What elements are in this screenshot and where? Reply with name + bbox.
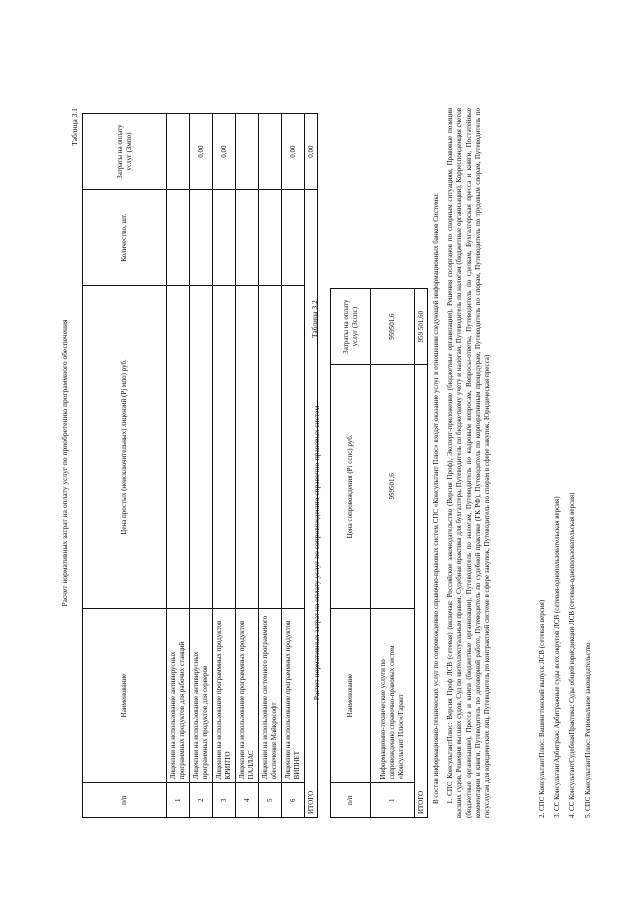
table-row (213, 114, 236, 818)
row-price (236, 286, 259, 608)
list-item: 2. СПС КонсультантПлюс: Вашингтонский выпуск ЛСВ (сетевая версия) (538, 599, 546, 818)
total-label: ИТОГО (415, 365, 428, 818)
row-name: Информационно-технические услуги по сопровождению справочно-правовых систем «Консультант Плюс»/Гарант (371, 608, 415, 783)
t1-header-cost: Затраты на оплату услуг (Змпо) (83, 114, 167, 190)
row-number: 2 (190, 783, 213, 818)
row-name: Лицензии на использование антивирусных программных продуктов для рабочих станций (167, 608, 190, 783)
row-price (259, 286, 282, 608)
total-value: 959 501,60 (415, 289, 428, 365)
row-name: Лицензии на использование системного программного обеспечения Майкрософт (259, 608, 282, 783)
row-qty (167, 190, 190, 286)
row-qty (282, 190, 305, 286)
description-text (432, 108, 497, 818)
row-name: Лицензии на использование антивирусных программных продуктов для серверов (190, 608, 213, 783)
row-cost: 0,00 (213, 114, 236, 190)
total-label: ИТОГО (305, 190, 318, 818)
bank-list (538, 108, 599, 818)
table-row (371, 289, 415, 818)
intro-paragraph: В состав информационно-технических услуг по сопровождению справочно-правовых систем СПС «Консультант Плюс» входят оказание услуг в отношении следующей информационных банков Системы: (432, 193, 440, 804)
t2-header-price: Цена сопровождения (Pi сспс) руб. (331, 365, 371, 608)
table-row (236, 114, 259, 818)
list-item: 4. СС КонсультантСудебнаяПрактика: Суды общей юрисдикции ЛСВ (сетевая-однопользовательская версия) (568, 492, 577, 818)
table-row (282, 114, 305, 818)
row-cost (259, 114, 282, 190)
list-item: 5. СПС КонсультантПлюс: Региональное законодательство (583, 642, 592, 818)
list-item: 3. СС КонсультантАрбитраж: Арбитражные суды всех округов ЛСВ (сетевая-однопользовательская версия) (553, 496, 562, 818)
list-item-1: 1. СПС КонсультантПлюс: Версия Проф ЛСВ (сетевая) (включая: Российское законодательство (Версия Проф), Эксперт-приложение (бюджетные организации), Решения госорганов по спорным ситуациям, Правовые позиции высших судов, Решения высших судов, Суд по интеллектуальным правам, Судебная практика для бухгалтера, Путеводитель по бюджетному учету и налогам, Путеводитель по налогам (бюджетные организации), Корреспонденция счетов (бюджетные организации), Пресса и книги (бюджетные организации), Путеводитель по налогам, Путеводитель по кадровым вопросам, Вопросы-ответы, Путеводитель по сделкам, Бухгалтерская пресса и книги, Постатейные комментарии и книги, Путеводитель по договорной работе, Путеводитель по судебной практике (ГК РФ), Путеводитель по корпоративным процедурам, Путеводитель по спорам, Путеводитель по трудовым спорам, Путеводитель по госуслугам для юридических лиц, Путеводитель по контрактной системе в сфере закупок, Путеводитель по спорам в сфере закупок, Юридическая пресса) (446, 108, 492, 818)
total-value: 0,00 (305, 114, 318, 190)
row-number: 1 (371, 783, 415, 818)
row-price (190, 286, 213, 608)
row-qty (190, 190, 213, 286)
row-cost: 0,00 (190, 114, 213, 190)
row-name: Лицензии на использование программных продуктов КРИПТО (213, 608, 236, 783)
row-price: 959501,6 (371, 365, 415, 608)
software-cost-table (82, 113, 318, 818)
row-number: 5 (259, 783, 282, 818)
row-price (167, 286, 190, 608)
row-name: Лицензии на использование программных продуктов ПАЛЛАС (236, 608, 259, 783)
row-qty (236, 190, 259, 286)
t2-header-num: п/п (331, 783, 371, 818)
row-price (213, 286, 236, 608)
row-number: 3 (213, 783, 236, 818)
row-number: 1 (167, 783, 190, 818)
table-row (190, 114, 213, 818)
table1-label: Таблица 3.1 (70, 108, 79, 146)
table1-caption: Расчет нормативных затрат на оплату услуг по приобретению программного обеспечения (60, 319, 69, 607)
table2-caption: Расчет нормативных затрат на оплату услуг по сопровождению справочно-правовых систем (312, 405, 321, 701)
row-cost: 0,00 (282, 114, 305, 190)
table2-label: Таблица 3.2 (310, 300, 319, 338)
t2-header-name: Наименование (331, 608, 371, 783)
row-number: 4 (236, 783, 259, 818)
row-name: Лицензии на использование программных продуктов ВИПНЕТ (282, 608, 305, 783)
row-cost (167, 114, 190, 190)
t1-header-price: Цена простых (неисключительных) лицензий (Pj мпо) руб. (83, 286, 167, 608)
row-qty (213, 190, 236, 286)
t2-header-cost: Затраты на оплату услуг (Зсспс) (331, 289, 371, 365)
rotated-page (40, 68, 620, 858)
row-price (282, 286, 305, 608)
table-row (259, 114, 282, 818)
t1-header-qty: Количество, шт. (83, 190, 167, 286)
spps-cost-table (330, 288, 428, 818)
t1-header-num: п/п (83, 783, 167, 818)
row-cost: 959501,6 (371, 289, 415, 365)
t1-header-name: Наименование (83, 608, 167, 783)
table-total-row (415, 289, 428, 818)
table-row (167, 114, 190, 818)
row-qty (259, 190, 282, 286)
row-number: 6 (282, 783, 305, 818)
row-cost (236, 114, 259, 190)
